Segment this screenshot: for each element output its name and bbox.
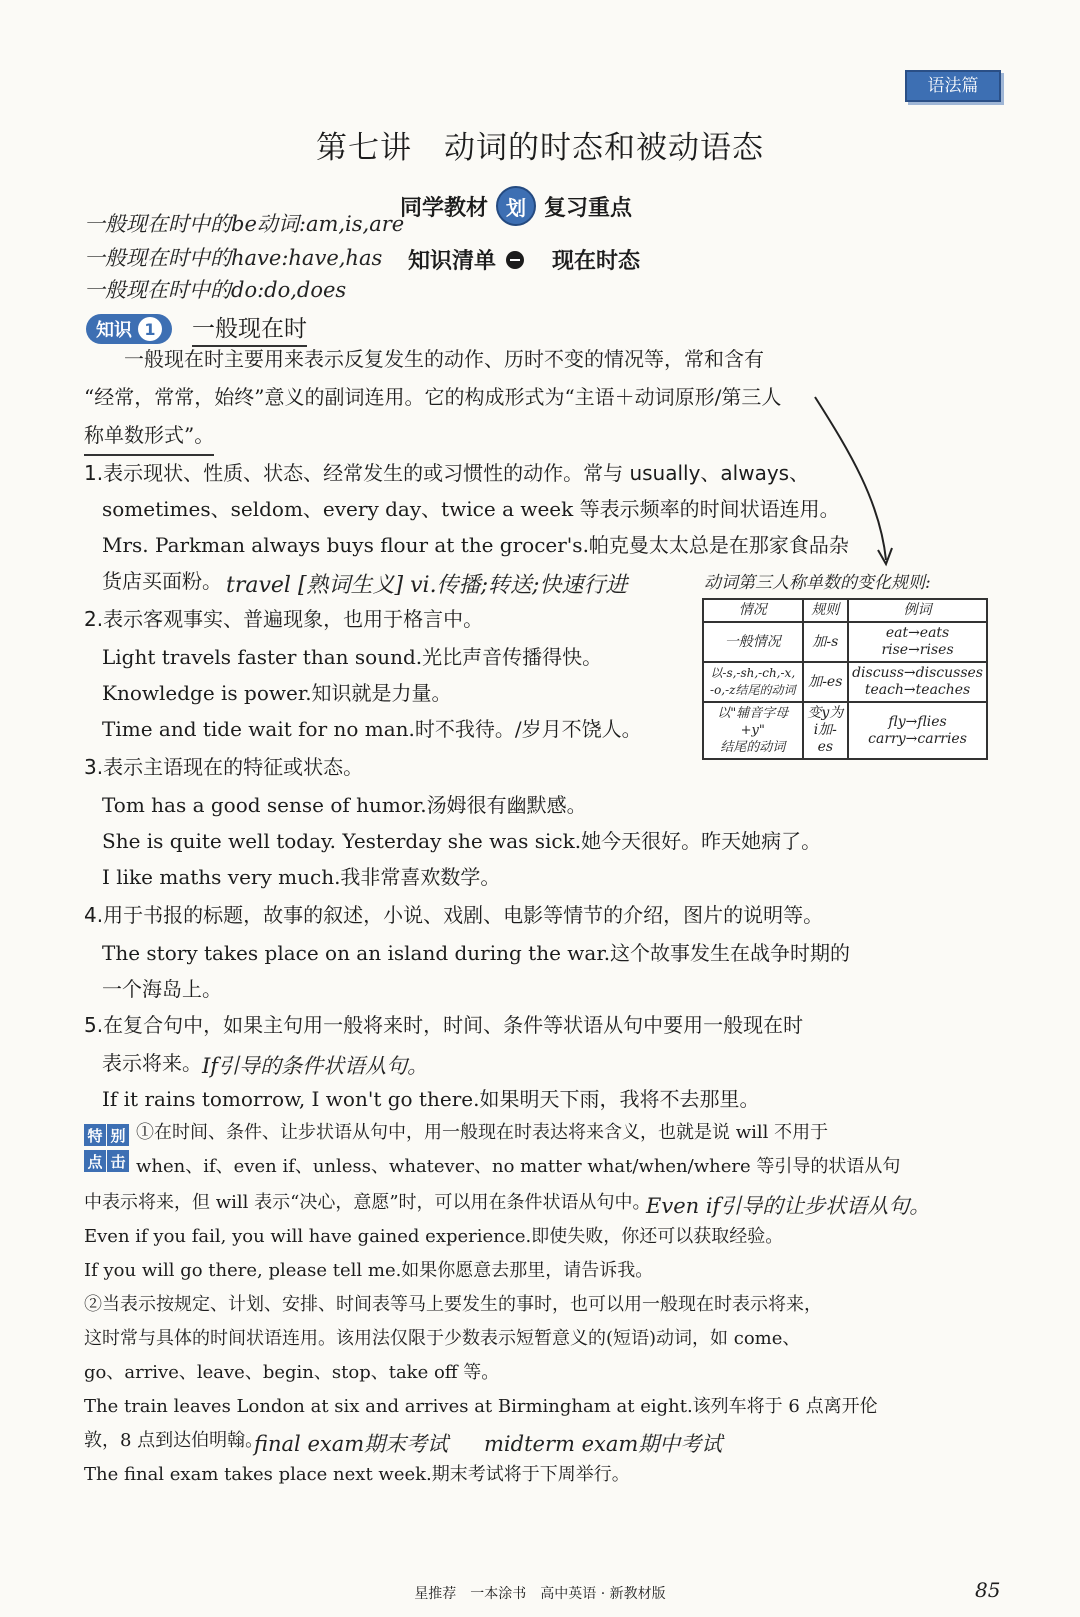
footer: 星推荐 一本涂书 高中英语 · 新教材版 <box>414 1586 666 1602</box>
table-cell: 一般情况 <box>703 622 803 662</box>
third-person-table <box>702 598 988 760</box>
rule-1-example-cont: 货店买面粉。 <box>102 569 222 593</box>
subhead-left: 同学教材 <box>400 195 489 221</box>
special-line: 这时常与具体的时间状语连用。该用法仅限于少数表示短暂意义的(短语)动词，如 come、 <box>84 1328 801 1349</box>
special-line: Even if you fail, you will have gained experience.即使失败，你还可以获取经验。 <box>84 1226 784 1247</box>
special-tag-char: 点 <box>84 1150 106 1172</box>
rule-1-example: Mrs. Parkman always buys flour at the grocer's.帕克曼太太总是在那家食品杂 <box>102 533 849 557</box>
handwritten-note-do: 一般现在时中的do:do,does <box>84 278 347 302</box>
table-cell: 变y为 i加-es <box>803 702 849 759</box>
rule-4-example: The story takes place on an island during the war.这个故事发生在战争时期的 <box>102 941 851 965</box>
table-title: 动词第三人称单数的变化规则: <box>704 573 931 593</box>
special-tag-char: 特 <box>84 1124 106 1146</box>
knowledge-title: 一般现在时 <box>192 310 307 347</box>
table-header: 规则 <box>803 599 849 622</box>
intro-line: 一般现在时主要用来表示反复发生的动作、历时不变的情况等，常和含有 <box>124 347 764 371</box>
special-line: The train leaves London at six and arrives at Birmingham at eight.该列车将于 6 点离开伦 <box>84 1396 878 1417</box>
handwritten-final-exam: final exam期末考试 <box>254 1432 449 1456</box>
table-cell: fly→flies carry→carries <box>848 702 987 759</box>
special-line: ①在时间、条件、让步状语从句中，用一般现在时表达将来含义，也就是说 will 不用于 <box>136 1122 829 1143</box>
handwritten-note-be: 一般现在时中的be动词:am,is,are <box>84 212 405 236</box>
knowledge-label: 知识 <box>96 320 132 341</box>
knowledge-number: 1 <box>138 317 162 341</box>
intro-paragraph <box>84 340 834 456</box>
page-title: 第七讲 动词的时态和被动语态 <box>316 130 764 166</box>
table-header: 情况 <box>703 599 803 622</box>
handwritten-even-note: Even if引导的让步状语从句。 <box>646 1194 931 1218</box>
rule-5-example: If it rains tomorrow, I won't go there.如果明天下雨，我将不去那里。 <box>102 1087 760 1111</box>
rule-1-head: 1.表示现状、性质、状态、经常发生的或习惯性的动作。常与 usually、always、 <box>84 461 810 485</box>
handwritten-note-have: 一般现在时中的have:have,has <box>84 246 383 270</box>
table-cell: 加-s <box>803 622 849 662</box>
table-cell: 加-es <box>803 662 849 702</box>
handwritten-if-note: If引导的条件状语从句。 <box>202 1054 429 1078</box>
rule-3-head: 3.表示主语现在的特征或状态。 <box>84 755 364 779</box>
section-right: 现在时态 <box>552 249 641 274</box>
circle-badge: 划 <box>496 186 536 226</box>
rule-2-example: Light travels faster than sound.光比声音传播得快。 <box>102 645 603 669</box>
rule-2-example: Time and tide wait for no man.时不我待。/岁月不饶人。 <box>102 717 642 741</box>
handwritten-travel-note: travel [熟词生义] vi.传播;转送;快速行进 <box>226 573 628 598</box>
special-line: 敦，8 点到达伯明翰。 <box>84 1430 264 1451</box>
section-badge: 语法篇 <box>905 70 1001 102</box>
rule-1-line: sometimes、seldom、every day、twice a week 等表示频率的时间状语连用。 <box>102 497 840 521</box>
rule-3-example: She is quite well today. Yesterday she was sick.她今天很好。昨天她病了。 <box>102 829 822 853</box>
table-cell: eat→eats rise→rises <box>848 622 987 662</box>
special-line: The final exam takes place next week.期末考试将于下周举行。 <box>84 1464 630 1485</box>
arrow-icon <box>810 392 900 572</box>
subhead-right: 复习重点 <box>544 195 633 221</box>
handwritten-midterm: midterm exam期中考试 <box>484 1432 723 1456</box>
minus-circle-icon <box>506 251 524 269</box>
section-left: 知识清单 <box>408 249 497 274</box>
special-tag <box>84 1124 130 1172</box>
rule-5-line: 表示将来。 <box>102 1051 202 1075</box>
special-line: If you will go there, please tell me.如果你愿意去那里，请告诉我。 <box>84 1260 654 1281</box>
special-line: go、arrive、leave、begin、stop、take off 等。 <box>84 1362 500 1383</box>
special-tag-char: 击 <box>107 1150 129 1172</box>
special-tag-char: 别 <box>107 1124 129 1146</box>
special-line: when、if、even if、unless、whatever、no matter what/when/where 等引导的状语从句 <box>136 1156 901 1177</box>
intro-line: “经常，常常，始终”意义的副词连用。它的构成形式为“主语＋动词原形/第三人 <box>84 385 782 409</box>
rule-2-example: Knowledge is power.知识就是力量。 <box>102 681 452 705</box>
table-header: 例词 <box>848 599 987 622</box>
rule-2-head: 2.表示客观事实、普遍现象，也用于格言中。 <box>84 607 484 631</box>
special-line: ②当表示按规定、计划、安排、时间表等马上要发生的事时，也可以用一般现在时表示将来， <box>84 1294 822 1315</box>
intro-line: 称单数形式”。 <box>84 416 214 456</box>
table-cell: 以"辅音字母+y" 结尾的动词 <box>703 702 803 759</box>
special-line: 中表示将来，但 will 表示“决心，意愿”时，可以用在条件状语从句中。 <box>84 1192 651 1213</box>
special-tag-bottom <box>84 1150 130 1172</box>
rule-4-example: 一个海岛上。 <box>102 977 222 1001</box>
subheading <box>400 186 632 226</box>
rule-3-example: I like maths very much.我非常喜欢数学。 <box>102 865 501 889</box>
page-number: 85 <box>975 1578 1001 1602</box>
table-cell: discuss→discusses teach→teaches <box>848 662 987 702</box>
special-tag-top <box>84 1124 130 1146</box>
table-cell: 以-s,-sh,-ch,-x, -o,-z结尾的动词 <box>703 662 803 702</box>
rule-5-head: 5.在复合句中，如果主句用一般将来时，时间、条件等状语从句中要用一般现在时 <box>84 1013 804 1037</box>
rule-3-example: Tom has a good sense of humor.汤姆很有幽默感。 <box>102 793 587 817</box>
section-heading <box>408 244 640 275</box>
rule-4-head: 4.用于书报的标题，故事的叙述，小说、戏剧、电影等情节的介绍，图片的说明等。 <box>84 903 824 927</box>
